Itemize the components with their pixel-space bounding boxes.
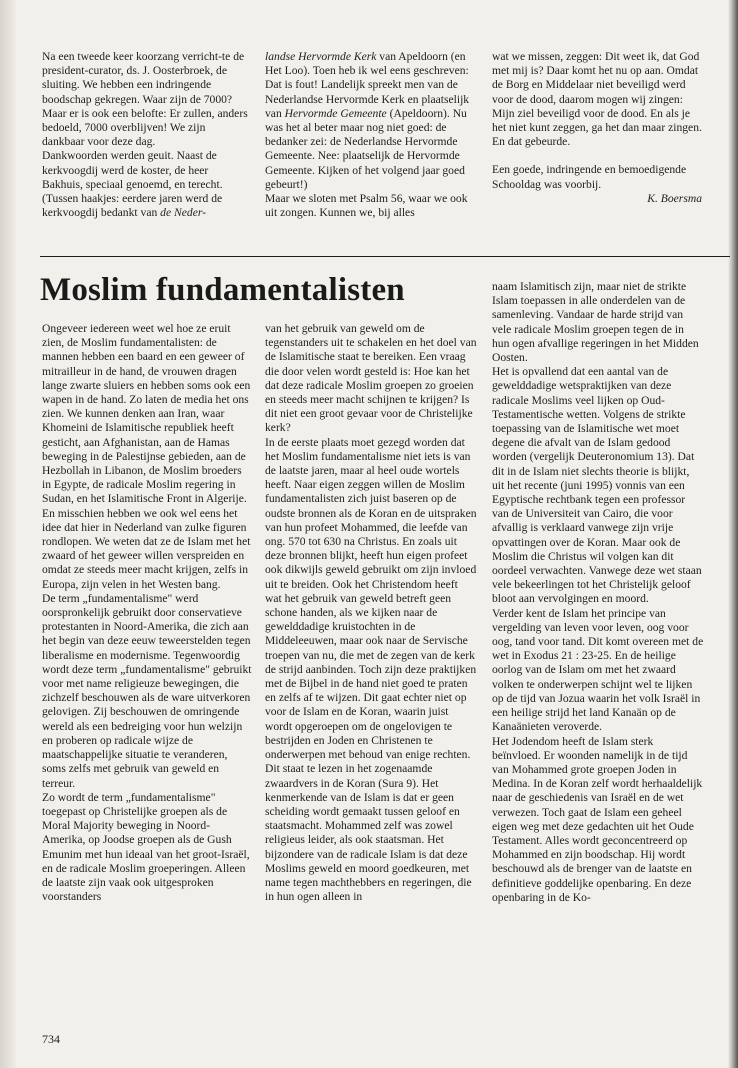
paragraph: Zo wordt de term „fundamentalisme" toegepast op Christelijke groepen als de Moral Majority beweging in Noord-Amerika, op Joodse groepen als de Gush Emunim met hun ideaal van het groot-Israël, en de radicale Moslim groeperingen. Alleen de laatste zijn vaak ook uitgesproken voorstanders (42, 790, 250, 904)
page-edge-shadow-left (0, 0, 16, 1068)
paragraph: Verder kent de Islam het principe van vergelding van leven voor leven, oog voor oog, tand voor tand. Dit komt overeen met de wet in Exodus 21 : 23-25. En de heilige oorlog van de Islam om met het zwaard volken te onderwerpen schijnt wel te lijken op de tijd van Jozua waarin het volk Israël in een heilige strijd het land Kanaän op de Kanaänieten veroverde. (492, 606, 704, 734)
article-column-1 (42, 322, 252, 904)
paragraph: van het gebruik van geweld om de tegenstanders uit te schakelen en het doel van de Islamitische staat te bereiken. Een vraag die door velen wordt gesteld is: Hoe kan het dat deze radicale Moslim groepen zo groeien en steeds meer macht schijnen te krijgen? Is dit niet een groot gevaar voor de Christelijke kerk? (265, 322, 477, 435)
paragraph: wat we missen, zeggen: Dit weet ik, dat God met mij is? Daar komt het nu op aan. Omdat de Borg en Middelaar niet beveiligd werd voor de dood, daarom mogen wij zingen: Mijn ziel beveiligd voor de dood. En als je het niet kunt zeggen, ga het dan maar zingen. En dat gebeurde. (492, 50, 702, 149)
article-column-3 (492, 280, 704, 905)
paragraph: Het is opvallend dat een aantal van de gewelddadige wetspraktijken van deze radicale Moslims veel lijken op Oud-Testamentische wetten. Volgens de strikte toepassing van de Islamitische wet moet degene die afvalt van de Islam gedood worden (vergelijk Deuteronomium 13). Dat dit in de Islam niet slechts theorie is blijkt, uit het recente (juni 1995) vonnis van een Egyptische rechtbank tegen een professor van de Universiteit van Cairo, die voor afvallig is verklaard vanwege zijn vrije opvattingen over de Koran. Maar ook de Moslim die Christus wil volgen kan dit oordeel verwachten. Vanwege deze wet staan vele bekeerlingen tot het Christelijk geloof bloot aan vervolgingen en moord. (492, 365, 702, 606)
section-divider (40, 256, 730, 257)
paragraph: Dankwoorden werden geuit. Naast de kerkvoogdij werd de koster, de heer Bakhuis, speciaal genoemd, en terecht. (Tussen haakjes: eerdere jaren werd de kerkvoogdij bedankt van de Neder- (42, 149, 223, 220)
previous-article-column-3 (492, 50, 702, 206)
paragraph: In de eerste plaats moet gezegd worden dat het Moslim fundamentalisme niet iets is van de laatste jaren, maar al heel oude wortels heeft. Naar eigen zeggen willen de Moslim fundamentalisten zich juist baseren op de oudste bronnen als de Koran en de uitspraken van hun profeet Mohammed, die leefde van ong. 570 tot 630 na Christus. En zoals uit deze bronnen blijkt, heeft hun eigen profeet ook dikwijls geweld gebruikt om zijn invloed uit te breiden. Ook het Christendom heeft wat het gebruik van geweld betreft geen schone handen, als we kijken naar de gewelddadige kruistochten in de Middeleeuwen, maar ook naar de Servische troepen van nu, die met de zegen van de kerk de strijd aanbinden. Toch zijn deze praktijken met de Bijbel in de hand niet goed te praten en zelfs af te wijzen. Dit gaat echter niet op voor de Islam en de Koran, waarin juist wordt opgeroepen om de ongelovigen te bestrijden en Joden en Christenen te onderwerpen met behoud van enige rechten. Dit staat te lezen in het zogenaamde zwaardvers in de Koran (Sura 9). Het kenmerkende van de Islam is dat er geen scheiding wordt gemaakt tussen geloof en staatsmacht. Mohammed zelf was zowel religieus leider, als ook staatsman. Het bijzondere van de radicale Islam is dat deze Moslims geweld en moord goedkeuren, met name tegen machthebbers en regeringen, die in hun ogen alleen in (265, 435, 477, 904)
page-edge-shadow-right (728, 0, 738, 1068)
paragraph: naam Islamitisch zijn, maar niet de strikte Islam toepassen in alle onderdelen van de samenleving. Vandaar de harde strijd van vele radicale Moslim groepen tegen de in hun ogen afvallige regeringen in het Midden Oosten. (492, 280, 699, 365)
paragraph: Maar we sloten met Psalm 56, waar we ook uit zongen. Kunnen we, bij alles (265, 192, 468, 220)
article-title: Moslim fundamentalisten (40, 272, 405, 308)
article-column-2 (265, 322, 477, 904)
paragraph: landse Hervormde Kerk van Apeldoorn (en Het Loo). Toen heb ik wel eens geschreven: Dat is fout! Landelijk spreekt men van de Nederlandse Hervormde Kerk en plaatselijk van Hervormde Gemeente (Apeldoorn). Nu was het al beter maar nog niet goed: de bedanker zei: de Nederlandse Hervormde Gemeente. Nee: plaatselijk de Hervormde Gemeente. Kijken of het volgend jaar goed gebeurt!) (265, 50, 470, 191)
paragraph: De term „fundamentalisme" werd oorspronkelijk gebruikt door conservatieve protestanten in Noord-Amerika, die zich aan het begin van deze eeuw teweerstelden tegen liberalisme en modernisme. Tegenwoordig wordt deze term „fundamentalisme" gebruikt voor met name religieuze bewegingen, die zichzelf beschouwen als de ware uitverkoren gelovigen. Zij beschouwen de omringende wereld als een bedreiging voor hun welzijn en proberen op radicale wijze de maatschappelijke situatie te veranderen, soms zelfs met gebruik van geweld en terreur. (42, 591, 252, 790)
page-number: 734 (42, 1032, 60, 1046)
previous-article-column-2 (265, 50, 475, 220)
paragraph: Ongeveer iedereen weet wel hoe ze eruit zien, de Moslim fundamentalisten: de mannen hebben een baard en een geweer of mitrailleur in de hand, de vrouwen dragen lange zwarte sluiers en hebben soms ook een wapen in de hand. Zo laten de media het ons zien. We kunnen denken aan Iran, waar Khomeini de Islamitische republiek heeft gesticht, aan Afghanistan, aan de Hamas beweging in de Palestijnse gebieden, aan de Hezbollah in Libanon, de Moslim broeders in Egypte, de radicale Moslim regering in Sudan, en het Islamitische Front in Algerije. En misschien hebben we ook wel eens het idee dat hier in Nederland van zulke figuren rondlopen. We weten dat ze de Islam met het zwaard of het geweer willen verspreiden en omdat ze steeds meer macht krijgen, zelfs in Europa, zijn velen in het Westen bang. (42, 322, 251, 591)
paragraph: Een goede, indringende en bemoedigende Schooldag was voorbij. (492, 163, 687, 191)
previous-article-column-1 (42, 50, 248, 220)
paragraph: Het Jodendom heeft de Islam sterk beïnvloed. Er woonden namelijk in de tijd van Mohammed grote groepen Joden in Medina. In de Koran zelf wordt herhaaldelijk naar de geschiedenis van Israël en de wet verwezen. Toch gaat de Islam een geheel eigen weg met deze gedachten uit het Oude Testament. Alles wordt geconcentreerd op Mohammed en zijn boodschap. Hij wordt beschouwd als de brenger van de laatste en definitieve goddelijke openbaring. En deze openbaring in de Ko- (492, 734, 703, 904)
author-signature: K. Boersma (647, 191, 702, 205)
paragraph: Na een tweede keer koorzang verricht-te de president-curator, ds. J. Oosterbroek, de sluiting. We hebben een indringende boodschap gekregen. Waar zijn de 7000? Maar er is ook een belofte: Er zullen, anders bedoeld, 7000 overblijven! We zijn dankbaar voor deze dag. (42, 50, 248, 149)
